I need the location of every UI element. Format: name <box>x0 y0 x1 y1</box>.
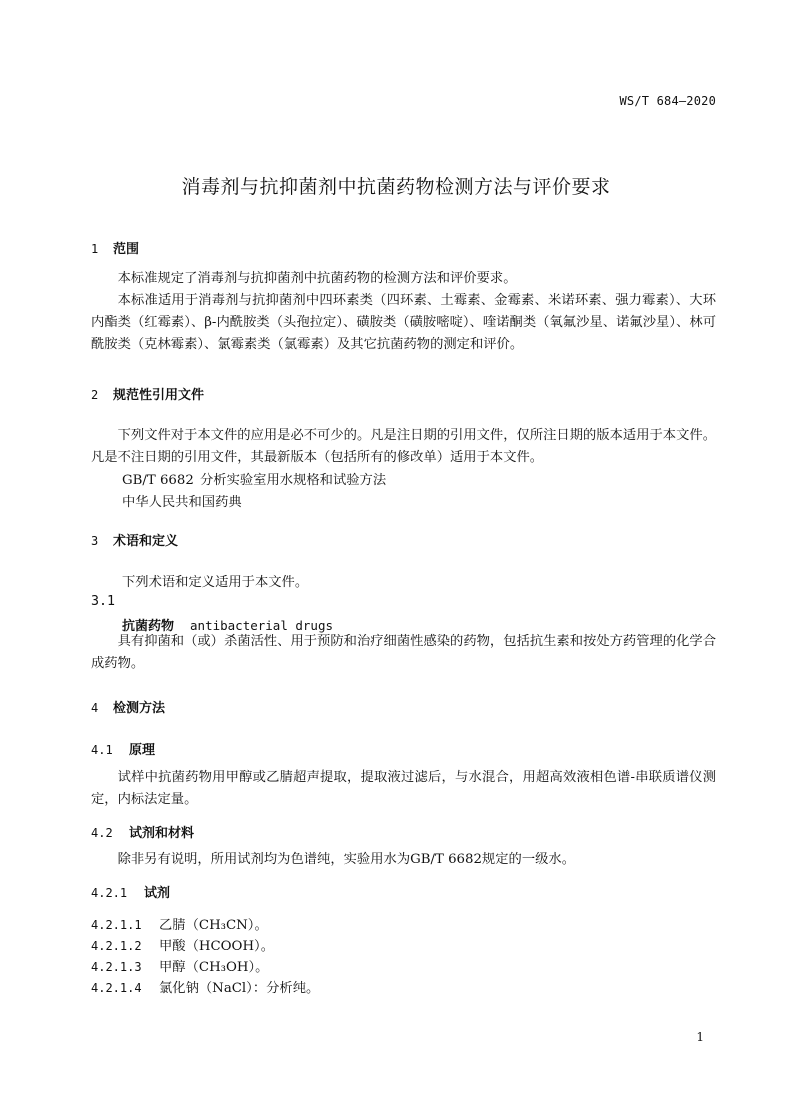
section-number: 1 <box>91 242 99 256</box>
section-title: 检测方法 <box>113 701 166 716</box>
subsection-4-1-paragraph: 试样中抗菌药物用甲醇或乙腈超声提取，提取液过滤后，与水混合，用超高效液相色谱-串联质谱仪测定，内标法定量。 <box>91 770 716 807</box>
term-chinese: 抗菌药物 <box>122 619 175 634</box>
subsection-title: 试剂 <box>144 886 171 901</box>
section-title: 术语和定义 <box>113 534 179 549</box>
section-number: 4 <box>91 701 99 715</box>
reference-code: GB/T 6682 <box>122 473 194 488</box>
section-2-paragraph-1: 下列文件对于本文件的应用是必不可少的。凡是注日期的引用文件，仅所注日期的版本适用于本文件。凡是不注日期的引用文件，其最新版本（包括所有的修改单）适用于本文件。 <box>91 428 716 465</box>
reference-title: 分析实验室用水规格和试验方法 <box>200 473 387 488</box>
subsection-title: 原理 <box>129 743 156 758</box>
normative-reference-2: 中华人民共和国药典 <box>122 495 242 510</box>
document-title: 消毒剂与抗抑菌剂中抗菌药物检测方法与评价要求 <box>181 176 611 198</box>
subsection-number: 4.2.1 <box>91 886 128 900</box>
item-number: 4.2.1.2 <box>91 939 142 953</box>
section-number: 3 <box>91 534 99 548</box>
section-title: 范围 <box>113 242 140 257</box>
term-english: antibacterial drugs <box>190 618 334 633</box>
section-4-heading <box>91 697 165 716</box>
item-text: 甲醇（CH₃OH）。 <box>159 960 269 975</box>
section-1-paragraph-1: 本标准规定了消毒剂与抗抑菌剂中抗菌药物的检测方法和评价要求。 <box>117 271 517 286</box>
subsection-title: 试剂和材料 <box>129 826 195 841</box>
section-3-paragraph-1: 下列术语和定义适用于本文件。 <box>122 575 309 590</box>
term-number: 3.1 <box>91 594 116 609</box>
reagent-item <box>91 956 268 975</box>
subsection-4-2-1-heading <box>91 882 170 901</box>
reagent-item <box>91 935 274 954</box>
item-text: 乙腈（CH₃CN）。 <box>159 918 268 933</box>
item-number: 4.2.1.3 <box>91 960 142 974</box>
item-text: 氯化钠（NaCl）：分析纯。 <box>159 981 320 996</box>
section-3-heading <box>91 530 178 549</box>
item-text: 甲酸（HCOOH）。 <box>159 939 275 954</box>
item-number: 4.2.1.1 <box>91 918 142 932</box>
item-number: 4.2.1.4 <box>91 981 142 995</box>
subsection-number: 4.1 <box>91 743 113 757</box>
section-title: 规范性引用文件 <box>113 388 205 403</box>
section-1-heading <box>91 238 139 257</box>
reagent-item <box>91 914 268 933</box>
page-number: 1 <box>696 1030 704 1044</box>
section-2-heading <box>91 384 204 403</box>
section-number: 2 <box>91 388 99 402</box>
subsection-number: 4.2 <box>91 826 113 840</box>
subsection-4-2-paragraph: 除非另有说明，所用试剂均为色谱纯，实验用水为GB/T 6682规定的一级水。 <box>117 852 576 867</box>
reagent-item <box>91 977 319 996</box>
section-1-paragraph-2: 本标准适用于消毒剂与抗抑菌剂中四环素类（四环素、土霉素、金霉素、米诺环素、强力霉素）、大环内酯类（红霉素）、β-内酰胺类（头孢拉定）、磺胺类（磺胺嘧啶）、喹诺酮类（氧氟沙星、诺氟沙星）、林可酰胺类（克林霉素）、氯霉素类（氯霉素）及其它抗菌药物的测定和评价。 <box>91 293 716 352</box>
subsection-4-2-heading <box>91 822 194 841</box>
term-definition: 具有抑菌和（或）杀菌活性、用于预防和治疗细菌性感染的药物，包括抗生素和按处方药管理的化学合成药物。 <box>91 634 716 671</box>
standard-code: WS/T 684—2020 <box>619 94 716 108</box>
normative-reference-1 <box>122 469 386 488</box>
subsection-4-1-heading <box>91 739 155 758</box>
